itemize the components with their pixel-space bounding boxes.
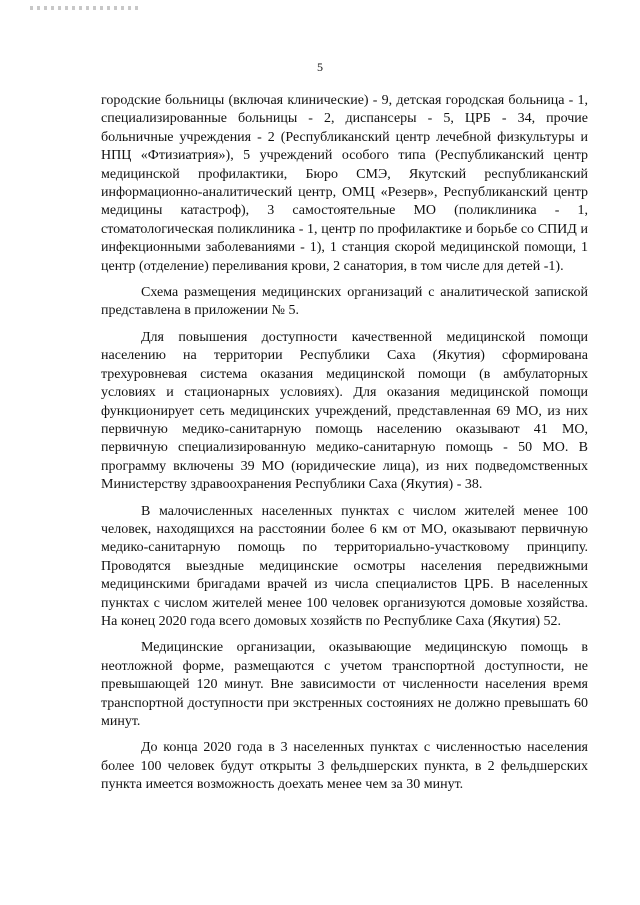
paragraph-feldsher-points: До конца 2020 года в 3 населенных пунктах с численностью населения более 100 человек будут открыты 3 фельдшерских пункта, в 2 фельдшерских пункта имеется возможность доехать менее чем за 30 минут. (101, 740, 588, 793)
scan-artifact (30, 6, 140, 10)
paragraph-three-level-system: Для повышения доступности качественной медицинской помощи населению на территории Республики Саха (Якутия) сформирована трехуровневая система оказания медицинской помощи (в амбулаторных условиях и стационарных условиях). Для оказания медицинской помощи функционирует сеть медицинских учреждений, представленная 69 МО, из них первичную медико-санитарную помощь населению оказывают 41 МО, первичную специализированную медико-санитарную помощь - 50 МО. В программу включены 39 МО (юридические лица), из них подведомственных Министерству здравоохранения Республики Саха (Якутия) - 38. (101, 329, 588, 493)
document-body (101, 92, 588, 795)
paragraph-hospital-list: городские больницы (включая клинические) - 9, детская городская больница - 1, специализированные больницы - 2, диспансеры - 5, ЦРБ - 34, прочие больничные учреждения - 2 (Республиканский центр лечебной физкультуры и НПЦ «Фтизиатрия»), 5 учреждений особого типа (Республиканский центр медицинской профилактики, Бюро СМЭ, Якутский республиканский информационно-аналитический центр, ОМЦ «Резерв», Республиканский центр медицины катастроф), 3 самостоятельные МО (поликлиника - 1, стоматологическая поликлиника - 1, центр по профилактике и борьбе со СПИД и инфекционными заболеваниями - 1), 1 станция скорой медицинской помощи, 1 центр (отделение) переливания крови, 2 санатория, в том числе для детей -1). (101, 93, 588, 274)
paragraph-emergency-access: Медицинские организации, оказывающие медицинскую помощь в неотложной форме, размещаются с учетом транспортной доступности, не превышающей 120 минут. Вне зависимости от численности населения время транспортной доступности при экстренных состояниях не должно превышать 60 минут. (101, 640, 588, 729)
paragraph-placement-scheme: Схема размещения медицинских организаций с аналитической запиской представлена в приложении № 5. (101, 285, 588, 319)
page-number: 5 (317, 60, 323, 74)
paragraph-small-settlements: В малочисленных населенных пунктах с числом жителей менее 100 человек, находящихся на расстоянии более 6 км от МО, оказывают первичную медико-санитарную помощь по территориально-участковому принципу. Проводятся выездные медицинские осмотры населения передвижными медицинскими бригадами врачей из числа специалистов ЦРБ. В населенных пунктах с числом жителей менее 100 человек организуются домовые хозяйства. На конец 2020 года всего домовых хозяйств по Республике Саха (Якутия) 52. (101, 503, 588, 629)
